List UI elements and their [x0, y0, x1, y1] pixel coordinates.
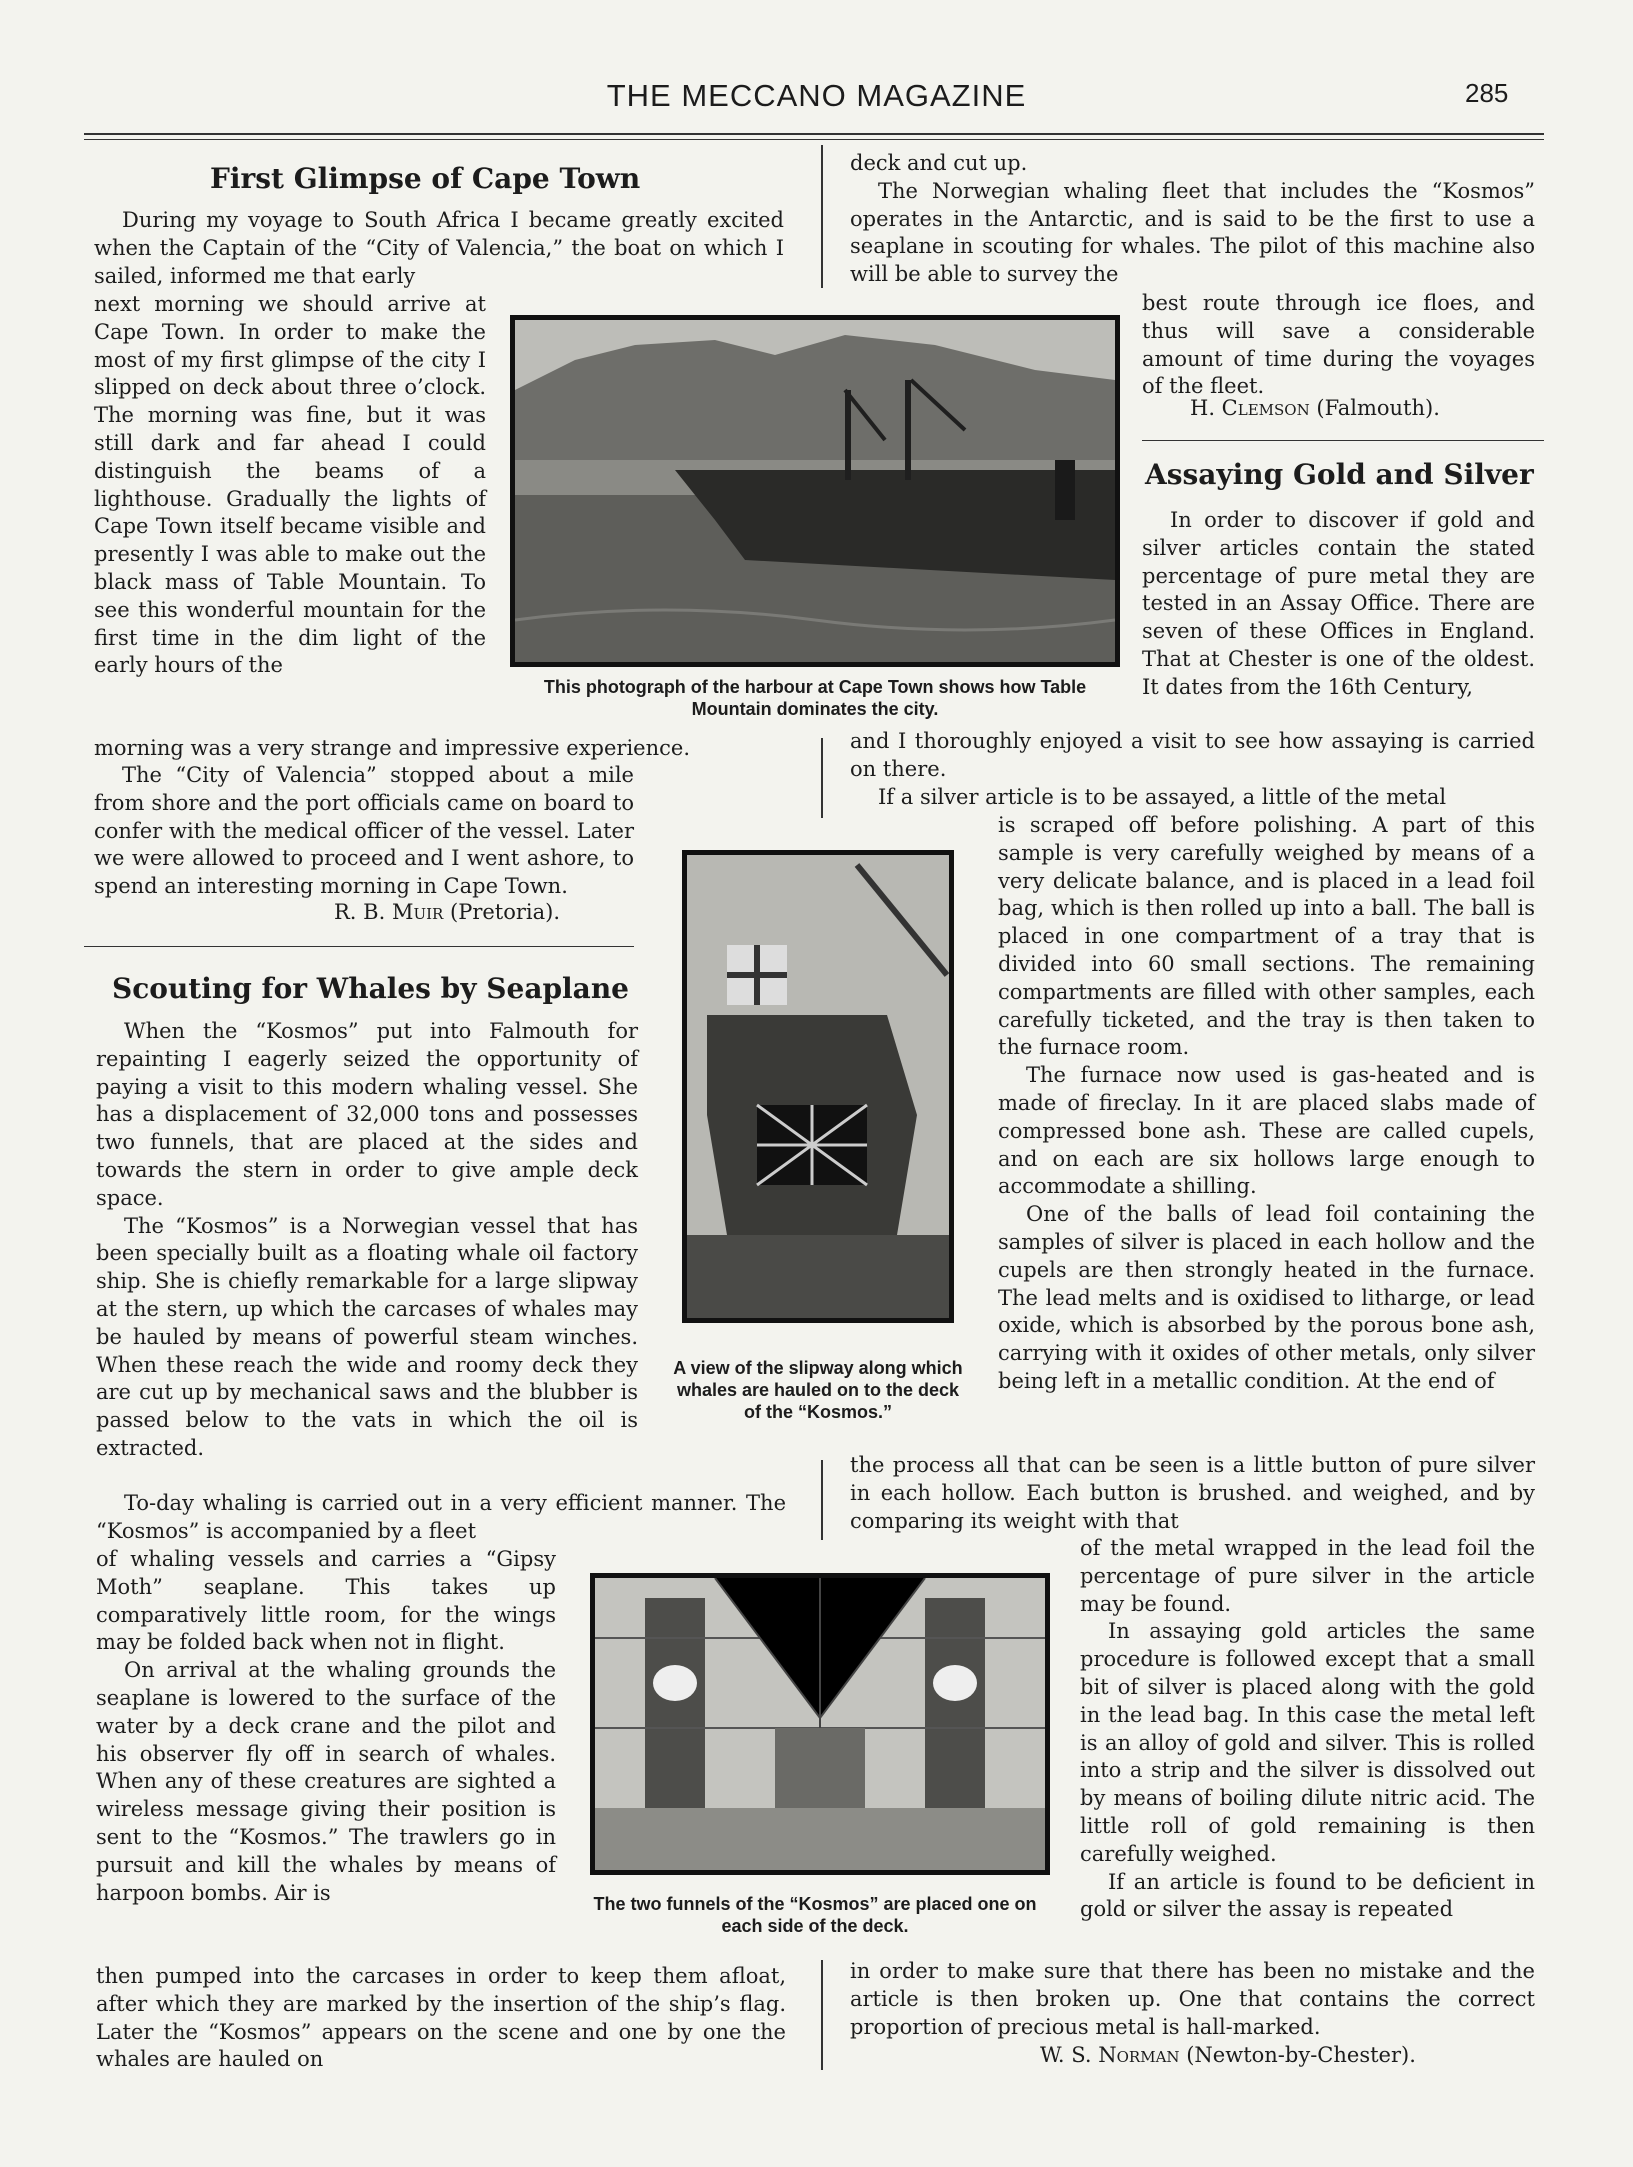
page-number: 285 — [1465, 78, 1509, 108]
paragraph: is scraped off before polishing. A part of this sample is very carefully weighed by means of a very delicate balance, and is placed in a lead foil bag, which is then rolled up into a ball. The ball is placed in one compartment of a tray that is divided into 60 small sections. The remaining compartments are filled with other samples, each carefully ticketed, and the tray is then taken to the furnace room. — [998, 813, 1535, 1060]
column-divider — [821, 1960, 823, 2070]
assaying-text-f — [850, 1958, 1535, 2041]
paragraph: of whaling vessels and carries a “Gipsy Moth” seaplane. This takes up comparatively little room, for the wings may be folded back when not in flight. — [96, 1547, 556, 1655]
paragraph: The Norwegian whaling fleet that includes the “Kosmos” operates in the Antarctic, and is said to be the first to use a seaplane in scouting for whales. The pilot of this machine also will be able to survey the — [850, 178, 1535, 287]
author-place: (Falmouth). — [1316, 396, 1440, 420]
author-name: H. Clemson — [1190, 396, 1310, 420]
whales-continued-b — [1142, 290, 1535, 401]
author-name: W. S. Norman — [1040, 2043, 1180, 2067]
paragraph: of the metal wrapped in the lead foil the percentage of pure silver in the article may be found. — [1080, 1536, 1535, 1616]
paragraph: During my voyage to South Africa I became greatly excited when the Captain of the “City of Valencia,” the boat on which I sailed, informed me that early — [94, 208, 784, 288]
paragraph: next morning we should arrive at Cape Town. In order to make the most of my first glimpse of the city I slipped on deck about three o’clock. The morning was fine, but it was still dark and far ahead I could distinguish the beams of a lighthouse. Gradually the lights of Cape Town itself became visible and presently I was able to make out the black mass of Table Mountain. To see this wonderful mountain for the first time in the dim light of the early hours of the — [94, 292, 486, 678]
paragraph: the process all that can be seen is a little button of pure silver in each hollow. Each button is brushed. and weighed, and by comparing its weight with that — [850, 1453, 1535, 1533]
paragraph: The furnace now used is gas-heated and is made of fireclay. In it are placed slabs made of compressed bone ash. These are called cupels, and on each are six hollows large enough to accommodate a shilling. — [998, 1063, 1535, 1199]
column-divider — [821, 145, 823, 288]
whales-text-c — [96, 1546, 556, 1907]
assaying-text-d — [850, 1452, 1535, 1535]
paragraph: In assaying gold articles the same procedure is followed except that a small bit of silver is placed along with the gold in the lead bag. In this case the metal left is an alloy of gold and silver. This is rolled into a strip and the silver is dissolved out by means of boiling dilute nitric acid. The little roll of gold remaining is then carefully weighed. — [1080, 1619, 1535, 1866]
author-name: R. B. Muir — [334, 900, 444, 924]
paragraph: On arrival at the whaling grounds the seaplane is lowered to the surface of the water by a deck crane and the pilot and his observer fly off in search of whales. When any of these creatures are sighted a wireless message giving their position is sent to the “Kosmos.” The trawlers go in pursuit and kill the whales by means of harpoon bombs. Air is — [96, 1658, 556, 1905]
paragraph: When the “Kosmos” put into Falmouth for repainting I eagerly seized the opportunity of paying a visit to this modern whaling vessel. She has a displacement of 32,000 tons and possesses two funnels, that are placed at the sides and towards the stern in order to give ample deck space. — [96, 1019, 638, 1210]
whales-text-b — [96, 1490, 786, 1546]
cape-town-intro — [94, 207, 784, 290]
paragraph: morning was a very strange and impressive experience. — [94, 736, 690, 760]
assaying-text-e — [1080, 1535, 1535, 1924]
paragraph: then pumped into the carcases in order to keep them afloat, after which they are marked by the insertion of the ship’s flag. Later the “Kosmos” appears on the scene and one by one the whales are hauled on — [96, 1964, 786, 2072]
assaying-text-c — [998, 812, 1535, 1396]
signature-norman — [1040, 2043, 1416, 2067]
paragraph: If an article is found to be deficient in gold or silver the assay is repeated — [1080, 1869, 1535, 1922]
funnels-photo-caption: The two funnels of the “Kosmos” are placed one on each side of the deck. — [593, 1894, 1037, 1936]
paragraph: and I thoroughly enjoyed a visit to see how assaying is carried on there. — [850, 729, 1535, 781]
cape-town-continued — [94, 735, 784, 763]
paragraph: One of the balls of lead foil containing the samples of silver is placed in each hollow and the cupels are then strongly heated in the furnace. The lead melts and is oxidised to litharge, or lead oxide, which is absorbed by the porous bone ash, carrying with it oxides of other metals, only silver being left in a metallic condition. At the end of — [998, 1202, 1535, 1393]
column-divider — [821, 738, 823, 818]
header-rule — [84, 133, 1544, 135]
funnels-photo — [590, 1573, 1050, 1875]
slipway-photo-caption: A view of the slipway along which whales are hauled on to the deck of the “Kosmos.” — [673, 1358, 963, 1422]
signature-clemson — [1190, 396, 1440, 420]
cape-town-p2 — [94, 762, 634, 901]
article-separator — [84, 946, 634, 947]
article-title-whales: Scouting for Whales by Seaplane — [112, 972, 629, 1005]
cape-town-wrapped-text — [94, 291, 486, 680]
header-rule-thin — [84, 139, 1544, 140]
paragraph: best route through ice floes, and thus will save a considerable amount of time during the voyages of the fleet. — [1142, 291, 1535, 399]
article-separator — [1142, 440, 1544, 441]
paragraph: The “City of Valencia” stopped about a mile from shore and the port officials came on board to confer with the medical officer of the vessel. Later we were allowed to proceed and I went ashore, to spend an interesting morning in Cape Town. — [94, 763, 634, 899]
column-divider — [821, 1460, 823, 1540]
slipway-photo — [682, 850, 954, 1323]
harbour-photo — [510, 315, 1120, 667]
article-title-assaying: Assaying Gold and Silver — [1145, 458, 1534, 491]
paragraph: In order to discover if gold and silver articles contain the stated percentage of pure metal they are tested in an Assay Office. There are seven of these Offices in England. That at Chester is one of the oldest. It dates from the 16th Century, — [1142, 508, 1535, 699]
whales-text-a — [96, 1018, 638, 1463]
author-place: (Newton-by-Chester). — [1186, 2043, 1416, 2067]
paragraph: If a silver article is to be assayed, a little of the metal — [878, 784, 1447, 809]
whales-text-d — [96, 1963, 786, 2074]
paragraph: To-day whaling is carried out in a very efficient manner. The “Kosmos” is accompanied by a fleet — [96, 1491, 786, 1543]
magazine-title: THE MECCANO MAGAZINE — [606, 78, 1027, 113]
paragraph: The “Kosmos” is a Norwegian vessel that has been specially built as a floating whale oil factory ship. She is chiefly remarkable for a large slipway at the stern, up which the carcases of whales may be hauled by means of powerful steam winches. When these reach the wide and roomy deck they are cut up by mechanical saws and the blubber is passed below to the vats in which the oil is extracted. — [96, 1213, 638, 1460]
article-title-cape-town: First Glimpse of Cape Town — [210, 162, 641, 195]
paragraph: in order to make sure that there has been no mistake and the article is then broken up. One that contains the correct proportion of precious metal is hall-marked. — [850, 1959, 1535, 2039]
author-place: (Pretoria). — [450, 900, 561, 924]
harbour-photo-caption: This photograph of the harbour at Cape Town shows how Table Mountain dominates the city. — [543, 677, 1087, 719]
assaying-text-a — [1142, 507, 1535, 702]
whales-continued — [850, 150, 1535, 289]
assaying-text-b — [850, 728, 1535, 811]
signature-muir — [334, 900, 560, 924]
paragraph: deck and cut up. — [850, 151, 1028, 175]
